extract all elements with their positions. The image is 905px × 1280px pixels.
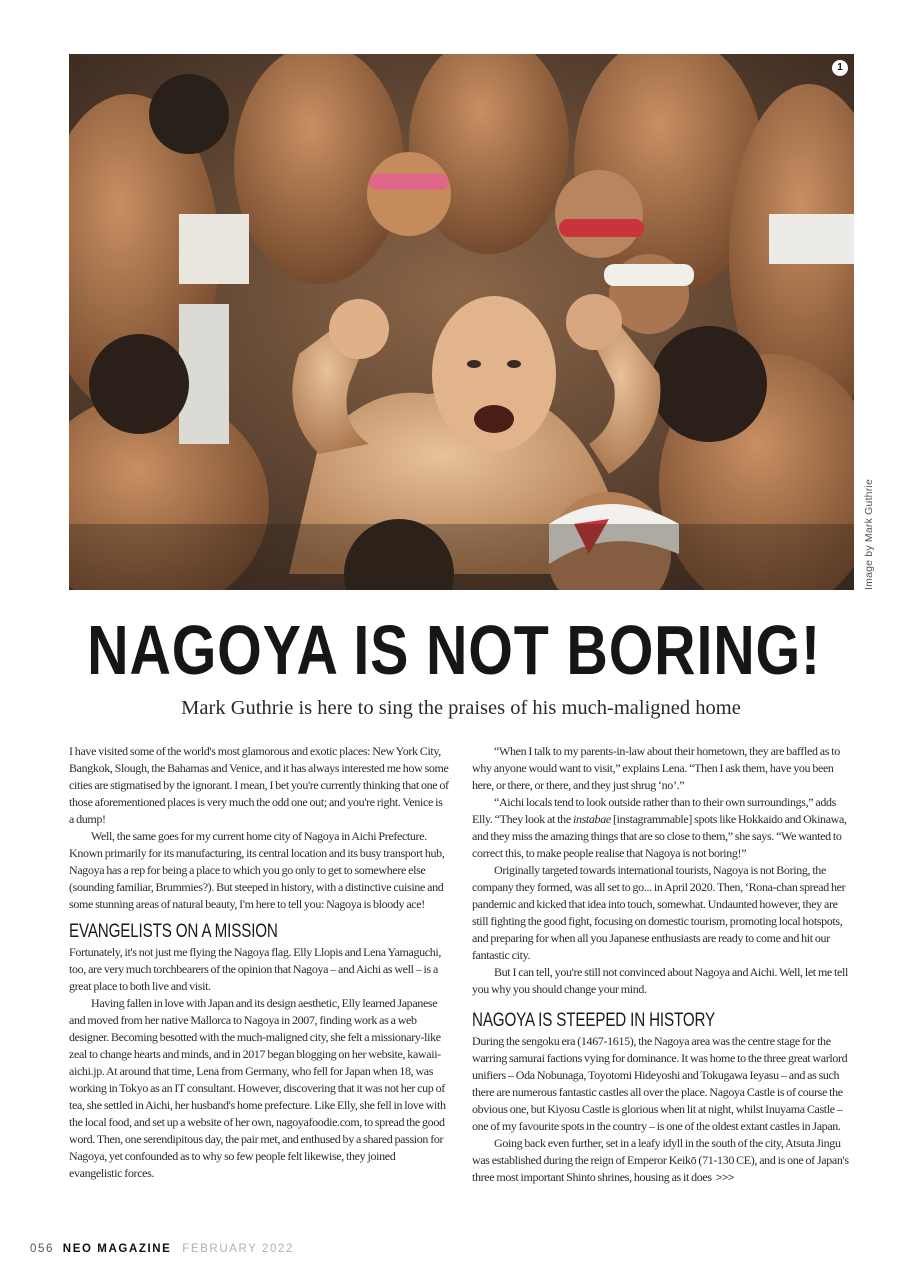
section-heading: NAGOYA IS STEEPED IN HISTORY (472, 1010, 716, 1031)
photo-credit: Image by Mark Guthrie (863, 479, 875, 590)
section-heading: EVANGELISTS ON A MISSION (69, 921, 278, 942)
paragraph: But I can tell, you're still not convinced about Nagoya and Aichi. Well, let me tell you why you should change your mind. (472, 965, 848, 996)
text-run: “Aichi locals tend to look outside rather than to their own surroundings,” adds Elly. “They look at the (472, 795, 836, 826)
paragraph: Originally targeted towards international tourists, Nagoya is not Boring, the company they formed, was all set to go... in April 2020. Then, ‘Rona-chan spread her pandemic and kicked that idea into touch, somewhat. Undaunted however, they are still fighting the good fight, focusing on domestic tourism, promoting local hotspots, and preparing for when all you Japanese enthusiasts are ready to come and hit our fantastic city. (472, 863, 846, 962)
paragraph: Having fallen in love with Japan and its design aesthetic, Elly learned Japanese and moved from her native Mallorca to Nagoya in 2007, finding work as a web designer. Becoming besotted with the much-maligned city, she felt a missionary-like zeal to change hearts and minds, and in 2017 began blogging on her website, kawaii-aichi.jp. At around that time, Lena from Germany, who fell for Japan when 18, was working in Tokyo as an IT consultant. However, discovering that it was not her cup of tea, she settled in Aichi, her husband's home prefecture. Like Elly, she fell in love with the local food, and set up a website of her own, nagoyafoodie.com, to spread the good word. Then, one serendipitous day, the pair met, and enthused by a shared passion for Nagoya, yet confounded as to why so few people felt likewise, they joined evangelistic forces. (69, 996, 446, 1180)
hero-photo (69, 54, 854, 590)
italic-term: instabae (572, 812, 611, 826)
festival-crowd-illustration (69, 54, 854, 590)
page-footer (30, 1243, 294, 1255)
headline: NAGOYA IS NOT BORING! (87, 611, 821, 689)
paragraph (472, 794, 854, 862)
paragraph: Fortunately, it's not just me flying the Nagoya flag. Elly Llopis and Lena Yamaguchi, too, are very much torchbearers of the opinion that Nagoya – and Aichi as well – is a great place to both live and visit. (69, 945, 442, 993)
right-column (472, 743, 854, 1187)
magazine-name: NEO MAGAZINE (62, 1243, 172, 1255)
paragraph: During the sengoku era (1467-1615), the Nagoya area was the centre stage for the warring samurai factions vying for dominance. It was home to the three great warlord unifiers – Oda Nobunaga, Toyotomi Hideyoshi and Tokugawa Ieyasu – and as such there are numerous fantastic castles all over the place. Nagoya Castle is of course the obvious one, but Kiyosu Castle is glorious when lit at night, whilst Inuyama Castle – one of my favourite spots in the country – is one of the oldest extant castles in Japan. (472, 1034, 848, 1133)
paragraph: “When I talk to my parents-in-law about their hometown, they are baffled as to why anyone would want to visit,” explains Lena. “Then I ask them, have you been here, or there, or there, and they just shrug ‘no’.” (472, 744, 840, 792)
issue-date: FEBRUARY 2022 (182, 1243, 295, 1255)
page-number: 056 (30, 1243, 54, 1255)
paragraph (472, 1135, 854, 1187)
continue-arrows: >>> (715, 1172, 734, 1184)
photo-number-badge: 1 (832, 60, 848, 76)
paragraph: Well, the same goes for my current home city of Nagoya in Aichi Prefecture. Known primarily for its manufacturing, its central location and its busy transport hub, Nagoya has a rep for being a place to which you go only to get to somewhere else (sounding familiar, Brummies?). But steeped in history, with a distinctive cuisine and some stunning areas of natural beauty, I'm here to tell you: Nagoya is bloody ace! (69, 829, 445, 911)
left-column (69, 743, 449, 1182)
standfirst: Mark Guthrie is here to sing the praises of his much-maligned home (181, 697, 741, 719)
paragraph: I have visited some of the world's most glamorous and exotic places: New York City, Bangkok, Slough, the Bahamas and Venice, and it has always interested me how some cities are stigmatised by the ignorant. I mean, I bet you're currently thinking that one of those aforementioned places is very much the odd one out; and you're right. Venice is a dump! (69, 744, 449, 826)
text-run: Going back even further, set in a leafy idyll in the south of the city, Atsuta Jingu was established during the reign of Emperor Keikō (71-130 CE), and is one of Japan's three most important Shinto shrines, housing as it does (472, 1136, 849, 1184)
text-run: [instagrammable] spots like Hokkaido and Okinawa, and they miss the amazing things that are so close to them,” she says. “We wanted to correct this, to make people realise that Nagoya is not boring!” (472, 812, 847, 860)
